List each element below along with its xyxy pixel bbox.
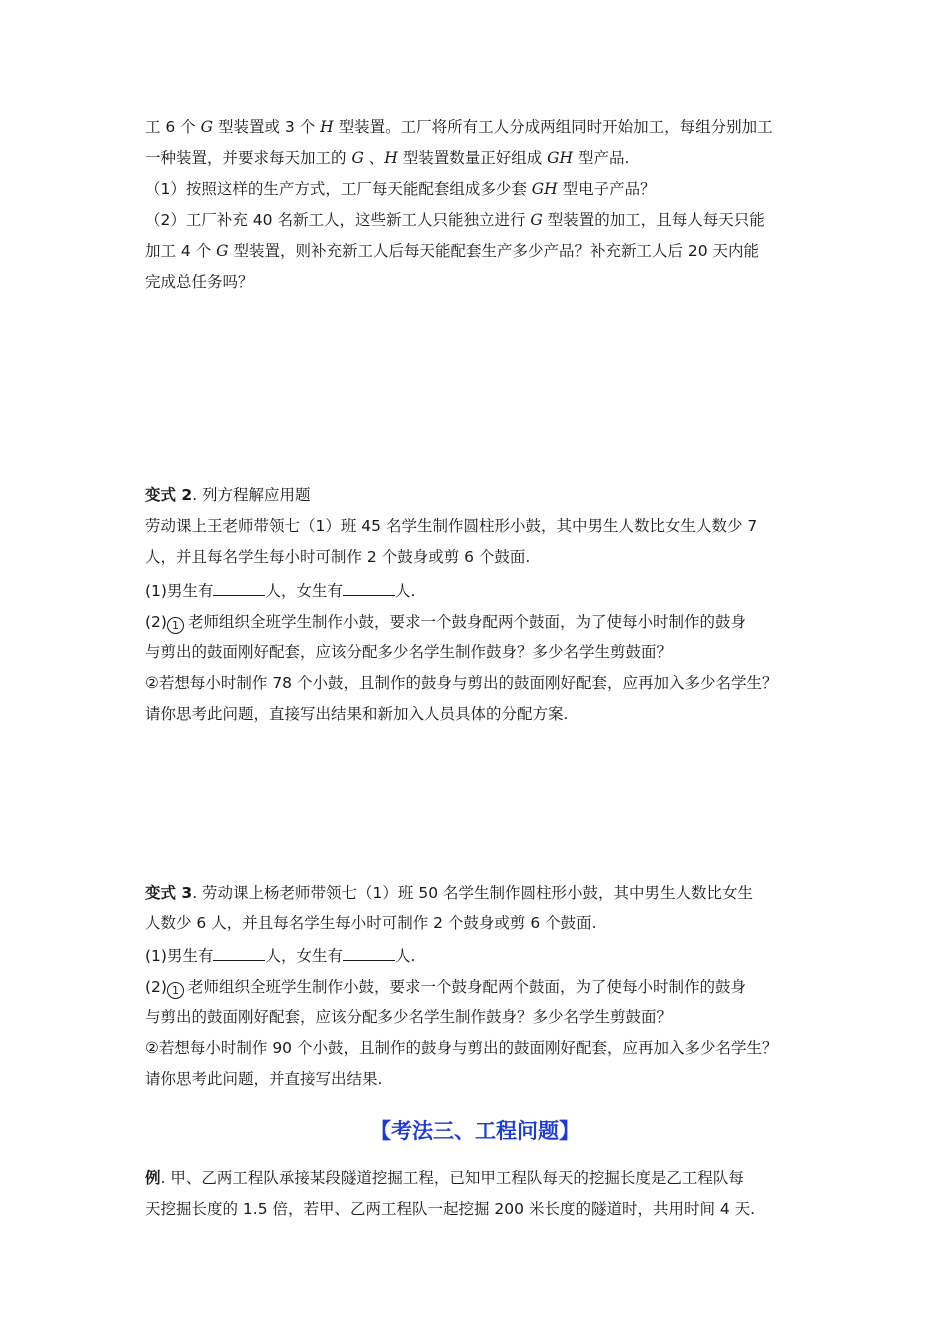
circled-number-1: 1 — [167, 617, 184, 634]
variant-3-question-2-line-2: 与剪出的鼓面刚好配套，应该分配多少名学生制作鼓身？多少名学生剪鼓面？ — [145, 1008, 673, 1026]
variant-3-question-2-line-1: (2) 1 老师组织全班学生制作小鼓，要求一个鼓身配两个鼓面，为了使每小时制作的鼓身 — [145, 978, 746, 997]
variant-3-line-2: 人数少 6 人，并且每名学生每小时可制作 2 个鼓身或剪 6 个鼓面. — [145, 914, 597, 932]
example-line-2: 天挖掘长度的 1.5 倍，若甲、乙两工程队一起挖掘 200 米长度的隧道时，共用时间 4 天. — [145, 1200, 756, 1218]
circled-number-1: 1 — [167, 982, 184, 999]
variant-3-line-1: 变式 3. 劳动课上杨老师带领七（1）班 50 名学生制作圆柱形小鼓，其中男生人数比女生 — [145, 884, 753, 902]
variant-3-question-2-line-3: ②若想每小时制作 90 个小鼓，且制作的鼓身与剪出的鼓面刚好配套，应再加入多少名学生？ — [145, 1039, 778, 1057]
variant-2-question-1: (1)男生有 人，女生有 人. — [145, 582, 416, 600]
example-label: 例 — [145, 1169, 161, 1187]
variant-3-label: 变式 3 — [145, 884, 193, 902]
top-problem-question-1: （1）按照这样的生产方式，工厂每天能配套组成多少套 GH 型电子产品？ — [145, 180, 656, 198]
top-problem-line-1: 工 6 个 G 型装置或 3 个 H 型装置。工厂将所有工人分成两组同时开始加工，每组分别加工 — [145, 118, 773, 136]
top-problem-question-2-line-3: 完成总任务吗？ — [145, 273, 254, 291]
variant-2-question-2-line-4: 请你思考此问题，直接写出结果和新加入人员具体的分配方案. — [145, 705, 569, 723]
variant-3-question-2-line-4: 请你思考此问题，并直接写出结果. — [145, 1070, 383, 1088]
top-problem-line-2: 一种装置，并要求每天加工的 G 、H 型装置数量正好组成 GH 型产品. — [145, 149, 630, 167]
example-line-1: 例. 甲、乙两工程队承接某段隧道挖掘工程，已知甲工程队每天的挖掘长度是乙工程队每 — [145, 1169, 744, 1187]
answer-blank — [343, 945, 395, 961]
variant-2-label: 变式 2 — [145, 486, 193, 504]
answer-blank — [343, 580, 395, 596]
section-heading: 【考法三、工程问题】 — [370, 1119, 580, 1143]
variant-2-title: 变式 2. 列方程解应用题 — [145, 486, 311, 504]
variant-2-question-2-line-1: (2) 1 老师组织全班学生制作小鼓，要求一个鼓身配两个鼓面，为了使每小时制作的鼓身 — [145, 613, 746, 632]
top-problem-question-2-line-1: （2）工厂补充 40 名新工人，这些新工人只能独立进行 G 型装置的加工，且每人每天只能 — [145, 211, 765, 229]
variant-2-line-2: 人，并且每名学生每小时可制作 2 个鼓身或剪 6 个鼓面. — [145, 548, 531, 566]
variant-2-question-2-line-2: 与剪出的鼓面刚好配套，应该分配多少名学生制作鼓身？多少名学生剪鼓面？ — [145, 643, 673, 661]
answer-blank — [213, 945, 265, 961]
top-problem-question-2-line-2: 加工 4 个 G 型装置，则补充新工人后每天能配套生产多少产品？补充新工人后 20 天内能 — [145, 242, 760, 260]
variant-3-question-1: (1)男生有 人，女生有 人. — [145, 947, 416, 965]
variant-2-question-2-line-3: ②若想每小时制作 78 个小鼓，且制作的鼓身与剪出的鼓面刚好配套，应再加入多少名学生？ — [145, 674, 778, 692]
variant-2-line-1: 劳动课上王老师带领七（1）班 45 名学生制作圆柱形小鼓，其中男生人数比女生人数少 7 — [145, 517, 758, 535]
answer-blank — [213, 580, 265, 596]
